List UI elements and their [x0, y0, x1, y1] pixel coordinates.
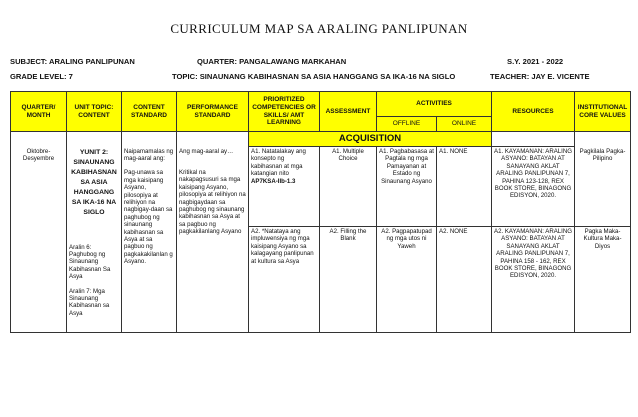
header-offline: OFFLINE: [377, 117, 437, 132]
resources-a1: A1. KAYAMANAN: ARALING ASYANO: BATAYAN AT SANAYANG AKLAT ARALING PANLIPUNAN 7, PAHINA 123-128, REX BOOK STORE, BINAGONG EDISYON, 2020.: [492, 147, 575, 227]
competency-a2: A2. *Natataya ang impluwensiya ng mga kaisipang Asyano sa kalagayang panlipunan at kultura sa Asya: [249, 227, 320, 333]
month-cell: Oktobre-Desyembre: [11, 147, 67, 333]
performance-standard-text: Kritikal na nakapagsusuri sa mga kaisipang Asyano, pilosopiya at relihiyon na nagbigaydaan sa paghubog ng sinaunang kabihasnan sa Asya at sa pagbuo ng pagkakilanlang Asyano: [179, 168, 246, 236]
header-performance-standard: PERFORMANCE STANDARD: [177, 92, 249, 132]
aralin-6: Aralin 6: Paghubog ng Sinaunang Kabihasnan Sa Asya: [69, 243, 111, 281]
subject-label: SUBJECT: ARALING PANLIPUNAN: [10, 57, 135, 66]
content-standard-intro: Naipamamalas ng mag-aaral ang:: [124, 147, 174, 162]
header-online: ONLINE: [437, 117, 492, 132]
content-standard-cell: [122, 147, 177, 333]
page-title: CURRICULUM MAP SA ARALING PANLIPUNAN: [170, 21, 468, 36]
unit-topic-cell: [67, 147, 122, 333]
competency-a1-code: AP7KSA-IIb-1.3: [251, 177, 296, 185]
header-competencies: PRIORITIZED COMPETENCIES OR SKILLS/ AMT LEARNING: [249, 92, 320, 132]
header-assessment: ASSESSMENT: [320, 92, 377, 132]
header-resources: RESOURCES: [492, 92, 575, 132]
header-institutional-values: INSTITUTIONAL CORE VALUES: [575, 92, 631, 132]
values-a2: Pagka Maka-Kultura Maka-Diyos: [575, 227, 631, 333]
grade-level-label: GRADE LEVEL: 7: [10, 72, 73, 81]
quarter-label: QUARTER: PANGALAWANG MARKAHAN: [197, 57, 347, 66]
offline-a1: A1. Pagbabasasa at Pagtala ng mga Pamayanan at Estado ng Sinaunang Asyano: [377, 147, 437, 227]
curriculum-table: [10, 91, 631, 333]
content-standard-text: Pag-unawa sa mga kaisipang Asyano, pilosopiya at relihiyon na nagbigay-daan sa paghubog ng sinaunang kabihasnan sa Asya at sa pagbuo ng pagkakakilanlan g Asyano.: [124, 169, 173, 266]
assessment-a1: A1. Multiple Choice: [320, 147, 377, 227]
header-activities: ACTIVITIES: [377, 92, 492, 117]
acquisition-banner: ACQUISITION: [249, 132, 492, 147]
header-month: QUARTER/ MONTH: [11, 92, 67, 132]
teacher-label: TEACHER: JAY E. VICENTE: [490, 72, 590, 81]
unit-topic-title: YUNIT 2: SINAUNANG KABIHASNAN SA ASIA HANGGANG SA IKA-16 NA SIGLO: [71, 148, 117, 216]
assessment-a2: A2. Filling the Blank: [320, 227, 377, 333]
online-a2: A2. NONE: [437, 227, 492, 333]
header-unit-topic: UNIT TOPIC: CONTENT: [67, 92, 122, 132]
school-year-label: S.Y. 2021 - 2022: [507, 57, 564, 66]
offline-a2: A2. Pagpapatupad ng mga utos ni Yaweh: [377, 227, 437, 333]
header-content-standard: CONTENT STANDARD: [122, 92, 177, 132]
performance-standard-cell: [177, 147, 249, 333]
resources-a2: A2. KAYAMANAN: ARALING ASYANO: BATAYAN AT SANAYANG AKLAT ARALING PANLIPUNAN 7, PAHINA 158 - 162, REX BOOK STORE, BINAGONG EDISYON, 2020.: [492, 227, 575, 333]
competency-a1: A1. Natatalakay ang konsepto ng kabihasnan at mga katangian nito: [251, 148, 306, 178]
topic-label: TOPIC: SINAUNANG KABIHASNAN SA ASIA HANGGANG SA IKA-16 NA SIGLO: [172, 72, 456, 81]
performance-standard-intro: Ang mag-aaral ay…: [179, 147, 234, 155]
aralin-7: Aralin 7: Mga Sinaunang Kabihasnan sa Asya: [69, 287, 110, 317]
online-a1: A1. NONE: [437, 147, 492, 227]
competency-a1-cell: [249, 147, 320, 227]
values-a1: Pagkilala Pagka-Pilipino: [575, 147, 631, 227]
